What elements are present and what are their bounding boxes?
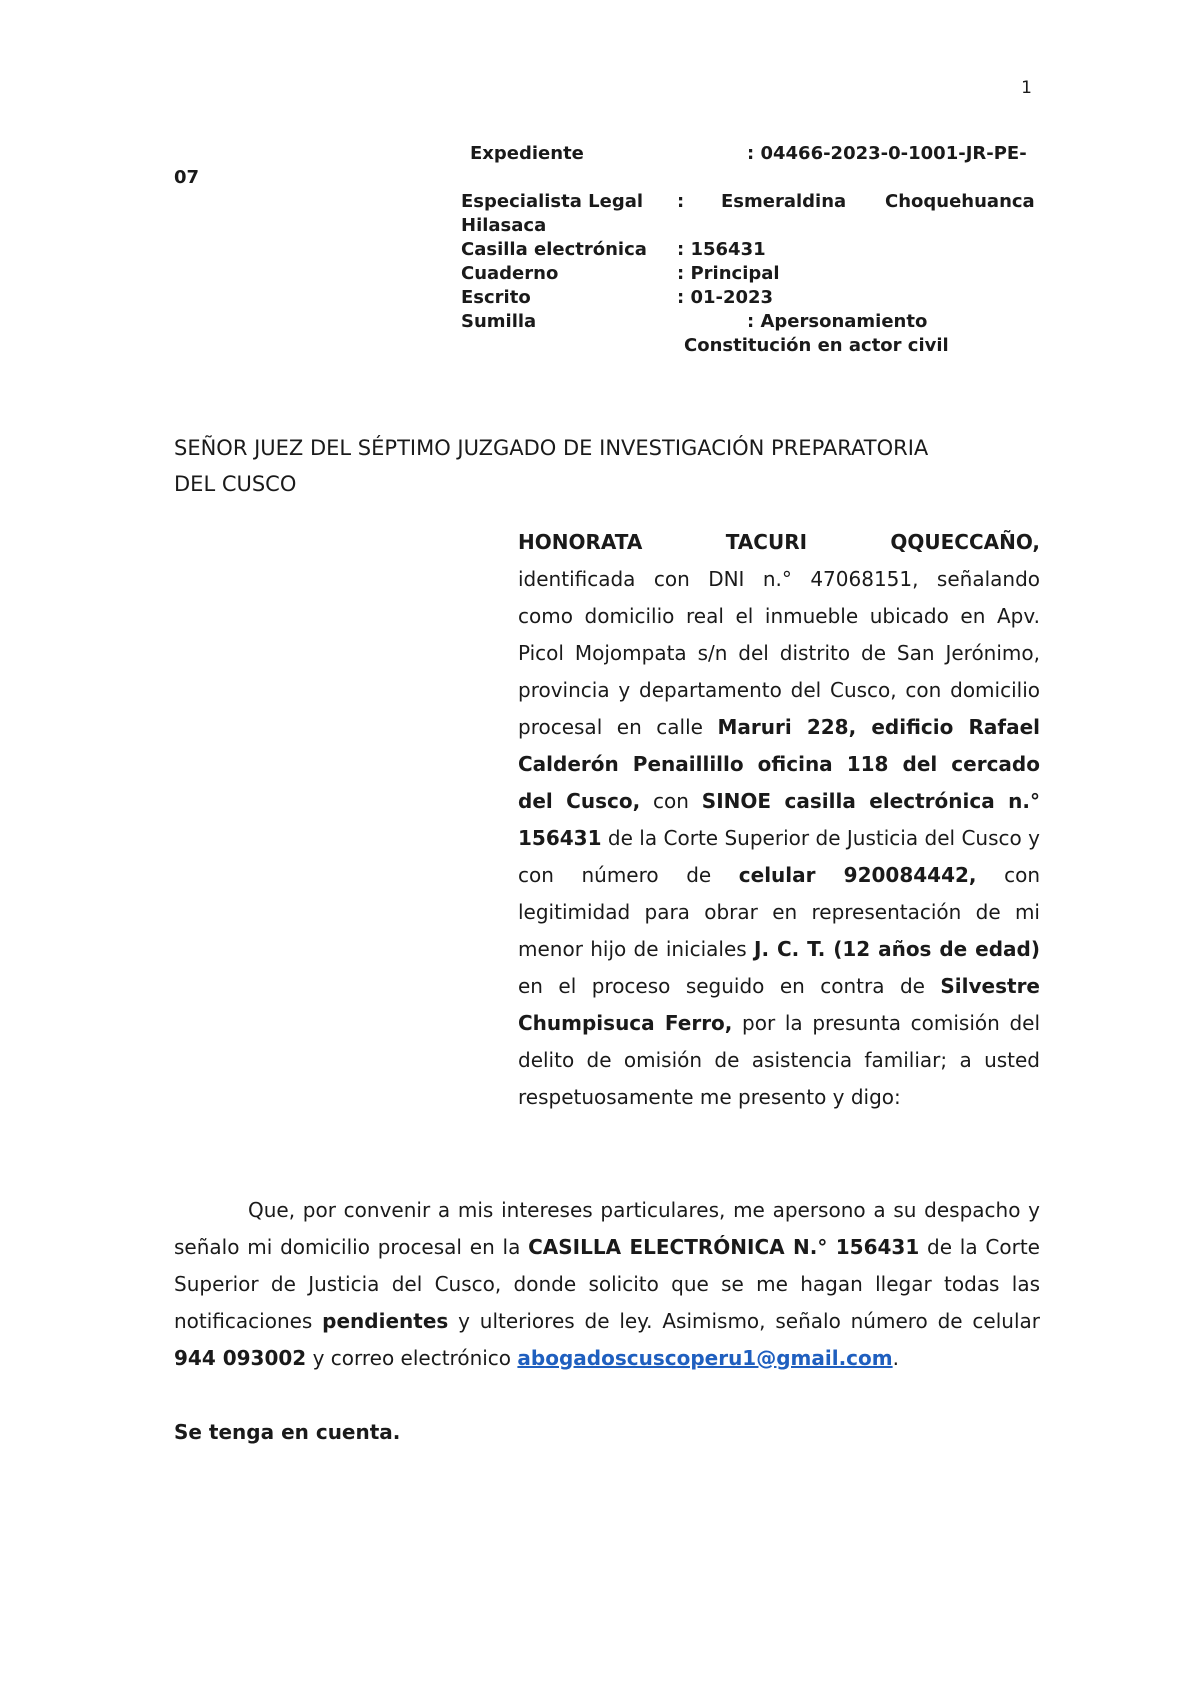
sumilla-value-cont: Constitución en actor civil — [684, 335, 949, 356]
party-name-surname-1: TACURI — [725, 530, 808, 554]
party-phone: celular 920084442, — [738, 863, 977, 887]
sumilla-value: : Apersonamiento — [747, 311, 928, 332]
casilla-value: : 156431 — [677, 239, 766, 260]
escrito-value: : 01-2023 — [677, 287, 774, 308]
minor-initials: J. C. T. (12 años de edad) — [754, 937, 1040, 961]
party-text-6: por la presunta comisión del delito de omisión de asistencia familiar; a usted respetuosamente me presento y digo: — [518, 1011, 1041, 1109]
expediente-label: Expediente — [470, 143, 584, 164]
sumilla-label: Sumilla — [461, 311, 537, 332]
pendientes: pendientes — [322, 1309, 449, 1333]
addressee-line-2: DEL CUSCO — [174, 472, 297, 496]
party-text-1: identificada con DNI n.° 47068151, señalando como domicilio real el inmueble ubicado en Apv. Picol Mojompata s/n del distrito de San Jerónimo, provincia y departamento del Cusco, con domicilio procesal en calle — [518, 567, 1040, 739]
cuaderno-label: Cuaderno — [461, 263, 559, 284]
party-introduction — [518, 524, 1040, 1116]
body-text-5: . — [892, 1346, 899, 1370]
sinoe-casilla: SINOE casilla electrónica n.° 156431 — [518, 789, 1040, 850]
case-header — [0, 0, 1200, 380]
party-name-surname-2: QQUECCAÑO, — [890, 530, 1040, 554]
phone-number: 944 093002 — [174, 1346, 307, 1370]
escrito-label: Escrito — [461, 287, 531, 308]
body-text-4: y correo electrónico — [306, 1346, 518, 1370]
party-text-5: en el proceso seguido en contra de — [518, 974, 941, 998]
body-text-2: de la Corte Superior de Justicia del Cusco, donde solicito que se me hagan llegar todas las notificaciones — [174, 1235, 1040, 1333]
party-text-2: con — [640, 789, 702, 813]
procedural-address: Maruri 228, edificio Rafael Calderón Penaillillo oficina 118 del cercado del Cusco, — [518, 715, 1040, 813]
casilla-label: Casilla electrónica — [461, 239, 647, 260]
addressee — [174, 430, 1040, 502]
especialista-first-name: Esmeraldina — [721, 191, 847, 212]
party-name-given: HONORATA — [518, 530, 643, 554]
party-details — [518, 561, 1040, 1116]
casilla-electronica: CASILLA ELECTRÓNICA N.° 156431 — [528, 1235, 920, 1259]
expediente-value-cont: 07 — [174, 167, 200, 188]
closing-line: Se tenga en cuenta. — [174, 1420, 401, 1444]
defendant-name: Silvestre Chumpisuca Ferro, — [518, 974, 1040, 1035]
expediente-value: : 04466-2023-0-1001-JR-PE- — [747, 143, 1027, 164]
page-number: 1 — [1021, 78, 1032, 98]
cuaderno-value: : Principal — [677, 263, 780, 284]
especialista-last-name: Choquehuanca — [885, 191, 1035, 212]
addressee-line-1: SEÑOR JUEZ DEL SÉPTIMO JUZGADO DE INVESTIGACIÓN PREPARATORIA — [174, 436, 929, 460]
party-name — [518, 524, 1040, 561]
party-text-4: con legitimidad para obrar en representación de mi menor hijo de iniciales — [518, 863, 1041, 961]
especialista-last-name-cont: Hilasaca — [461, 215, 547, 236]
body-text-1: Que, por convenir a mis intereses particulares, me apersono a su despacho y señalo mi domicilio procesal en la — [174, 1198, 1040, 1259]
main-paragraph — [174, 1192, 1040, 1377]
body-text-3: y ulteriores de ley. Asimismo, señalo número de celular — [448, 1309, 1040, 1333]
party-text-3: de la Corte Superior de Justicia del Cusco y con número de — [518, 826, 1040, 887]
email-link[interactable]: abogadoscuscoperu1@gmail.com — [517, 1346, 893, 1370]
especialista-colon: : — [677, 191, 685, 212]
especialista-label: Especialista Legal — [461, 191, 644, 212]
